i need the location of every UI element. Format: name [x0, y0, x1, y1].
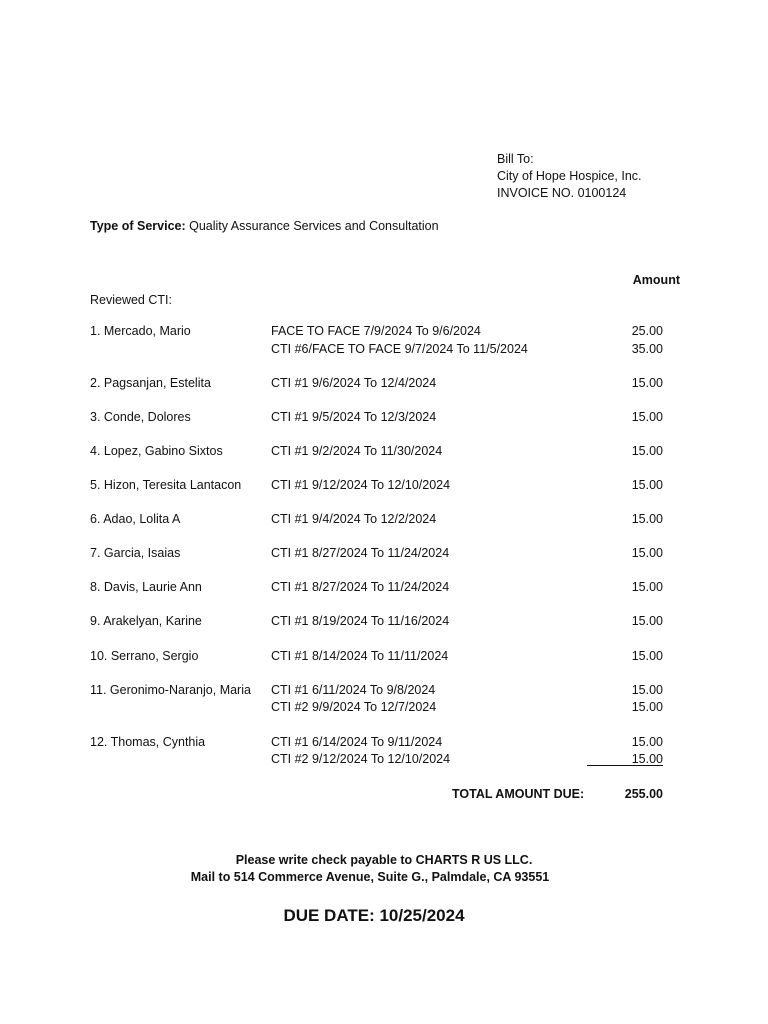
- line-item-desc: CTI #1 9/12/2024 To 12/10/2024: [271, 478, 451, 492]
- total-value: 255.00: [624, 787, 663, 801]
- line-item-amount: 15.00: [631, 376, 663, 390]
- line-item-name: 11. Geronimo-Naranjo, Maria: [90, 683, 251, 697]
- bill-to-block: [497, 151, 642, 202]
- line-item-amount: 15.00: [631, 752, 663, 766]
- client-name: City of Hope Hospice, Inc.: [497, 169, 642, 183]
- line-item-desc: CTI #1 8/19/2024 To 11/16/2024: [271, 614, 450, 628]
- total-label: TOTAL AMOUNT DUE:: [452, 787, 585, 801]
- reviewed-cti-label: Reviewed CTI:: [90, 293, 172, 307]
- line-item-desc: CTI #1 6/14/2024 To 9/11/2024: [271, 735, 443, 749]
- line-item-desc: CTI #1 9/2/2024 To 11/30/2024: [271, 444, 443, 458]
- line-item-desc: CTI #2 9/9/2024 To 12/7/2024: [271, 700, 437, 714]
- line-item-amount: 15.00: [631, 410, 663, 424]
- line-item-desc: CTI #1 6/11/2024 To 9/8/2024: [271, 683, 436, 697]
- line-item-amount: 15.00: [631, 512, 663, 526]
- line-item-desc: FACE TO FACE 7/9/2024 To 9/6/2024: [271, 324, 481, 338]
- line-item-desc: CTI #1 9/6/2024 To 12/4/2024: [271, 376, 437, 390]
- line-item-desc: CTI #1 8/14/2024 To 11/11/2024: [271, 649, 449, 663]
- payment-instruction-address: Mail to 514 Commerce Avenue, Suite G., Palmdale, CA 93551: [190, 870, 550, 884]
- payment-instruction-payee: Please write check payable to CHARTS R US LLC.: [235, 853, 533, 867]
- line-item-desc: CTI #6/FACE TO FACE 9/7/2024 To 11/5/2024: [271, 342, 528, 356]
- bill-to-label: Bill To:: [497, 152, 534, 166]
- line-item-name: 9. Arakelyan, Karine: [90, 614, 202, 628]
- line-item-amount: 25.00: [631, 324, 663, 338]
- line-item-name: 6. Adao, Lolita A: [90, 512, 181, 526]
- line-item-amount: 15.00: [631, 478, 663, 492]
- line-item-desc: CTI #1 9/4/2024 To 12/2/2024: [271, 512, 437, 526]
- amount-column-header: Amount: [632, 273, 680, 287]
- line-item-name: 7. Garcia, Isaias: [90, 546, 181, 560]
- line-item-desc: CTI #1 8/27/2024 To 11/24/2024: [271, 580, 450, 594]
- line-item-desc: CTI #2 9/12/2024 To 12/10/2024: [271, 752, 451, 766]
- line-item-name: 3. Conde, Dolores: [90, 410, 191, 424]
- service-label: Type of Service:: [90, 219, 186, 233]
- invoice-number: INVOICE NO. 0100124: [497, 186, 627, 200]
- service-value: Quality Assurance Services and Consultation: [189, 219, 439, 233]
- line-item-amount: 15.00: [631, 683, 663, 697]
- line-item-amount: 15.00: [631, 735, 663, 749]
- line-item-name: 12. Thomas, Cynthia: [90, 735, 206, 749]
- line-item-name: 10. Serrano, Sergio: [90, 649, 199, 663]
- line-item-amount: 15.00: [631, 546, 663, 560]
- line-item-amount: 15.00: [631, 614, 663, 628]
- line-item-desc: CTI #1 9/5/2024 To 12/3/2024: [271, 410, 437, 424]
- line-item-name: 8. Davis, Laurie Ann: [90, 580, 202, 594]
- line-item-desc: CTI #1 8/27/2024 To 11/24/2024: [271, 546, 450, 560]
- line-item-amount: 15.00: [631, 649, 663, 663]
- line-item-name: 1. Mercado, Mario: [90, 324, 191, 338]
- due-date: DUE DATE: 10/25/2024: [283, 906, 465, 925]
- line-item-amount: 15.00: [631, 580, 663, 594]
- line-item-name: 2. Pagsanjan, Estelita: [90, 376, 211, 390]
- line-item-amount: 35.00: [631, 342, 663, 356]
- line-item-amount: 15.00: [631, 700, 663, 714]
- line-item-name: 4. Lopez, Gabino Sixtos: [90, 444, 223, 458]
- service-line: [90, 219, 439, 233]
- line-item-amount: 15.00: [631, 444, 663, 458]
- line-item-name: 5. Hizon, Teresita Lantacon: [90, 478, 242, 492]
